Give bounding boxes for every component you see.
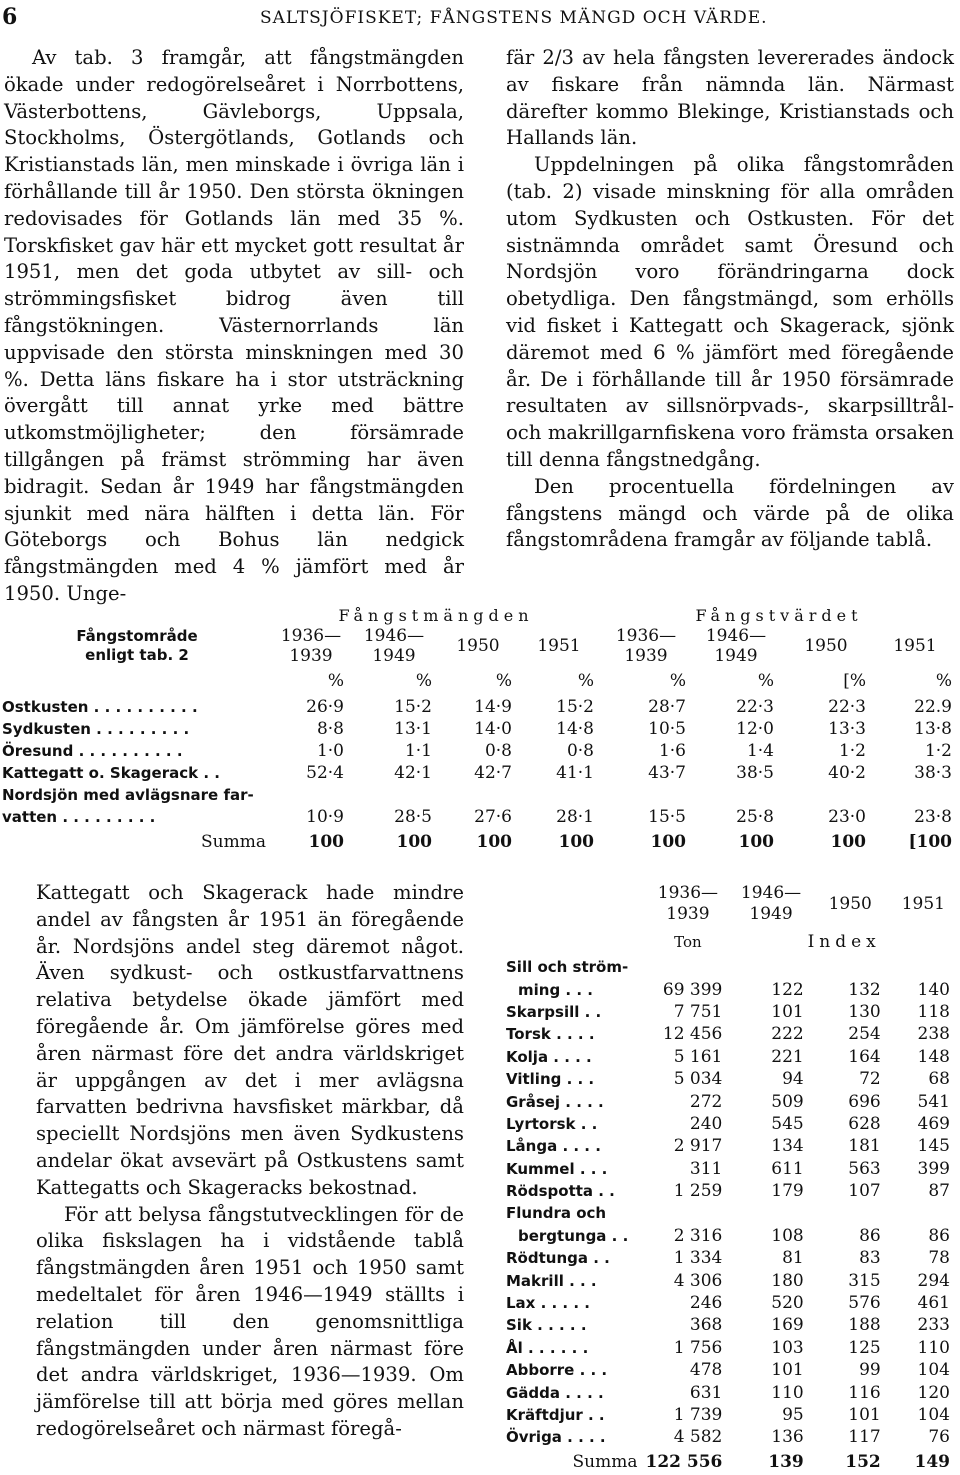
row-label: Ål . . . . . . bbox=[506, 1338, 589, 1357]
table-cell: 563 bbox=[848, 1158, 881, 1179]
period-header: 1936— 1939 bbox=[280, 626, 342, 666]
table-cell: 5 161 bbox=[673, 1046, 723, 1067]
table-cell: 101 bbox=[771, 1360, 804, 1381]
table-row bbox=[506, 1135, 958, 1157]
table-cell: 238 bbox=[917, 1024, 950, 1045]
table-cell: 117 bbox=[848, 1427, 881, 1448]
table-cell: 188 bbox=[848, 1315, 881, 1336]
table-cell: 509 bbox=[771, 1091, 804, 1112]
row-header-label: Fångstområde enligt tab. 2 bbox=[76, 627, 198, 664]
table-cell: 116 bbox=[848, 1382, 881, 1403]
table-cell: 68 bbox=[928, 1069, 950, 1090]
table-cell: 107 bbox=[848, 1181, 881, 1202]
row-label: Kräftdjur . . bbox=[506, 1406, 605, 1424]
table-cell: 461 bbox=[917, 1293, 950, 1314]
table-cell: 221 bbox=[771, 1046, 804, 1067]
table-cell: 520 bbox=[771, 1293, 804, 1314]
table-row bbox=[506, 1337, 958, 1359]
row-label: Lyrtorsk . . bbox=[506, 1114, 598, 1133]
table-cell: 240 bbox=[689, 1113, 723, 1134]
table-cell: 125 bbox=[848, 1337, 881, 1358]
paragraph: fär 2/3 av hela fångsten levererades ändock av fiskare från nämnda län. Närmast därefter kommo Blekinge, Kristianstads och Hallands län. bbox=[506, 46, 954, 150]
table-cell: 246 bbox=[689, 1293, 723, 1314]
table-cell: 4 582 bbox=[673, 1427, 723, 1448]
row-label: Makrill . . . bbox=[506, 1271, 597, 1290]
row-label: Gädda . . . . bbox=[506, 1383, 604, 1402]
table-row bbox=[506, 1292, 958, 1314]
period-header: 1951 bbox=[537, 636, 581, 656]
running-title: SALTSJÖFISKET; FÅNGSTENS MÄNGD OCH VÄRDE. bbox=[260, 8, 768, 28]
table-row bbox=[506, 1180, 958, 1202]
species-index-table bbox=[506, 880, 958, 1475]
table-cell: 101 bbox=[848, 1405, 881, 1425]
row-label: Kolja . . . . bbox=[506, 1047, 592, 1066]
row-label: Rödspotta . . bbox=[506, 1182, 615, 1201]
table-cell: 233 bbox=[917, 1315, 950, 1336]
table-cell: 99 bbox=[859, 1360, 881, 1381]
page-header bbox=[0, 4, 960, 32]
table-cell: 272 bbox=[689, 1091, 723, 1112]
table-cell: 136 bbox=[771, 1427, 804, 1448]
unit-row: Ton Index bbox=[674, 932, 881, 952]
table-row: Sydkusten . . . . . . . . . 8·8 13·1 14·0 14·8 10·5 12·0 13·3 13·8 bbox=[2, 719, 952, 739]
table-row bbox=[506, 1247, 958, 1269]
table-row: Kattegatt o. Skagerack . . 52·4 42·1 42·7 41·1 43·7 38·5 40·2 38·3 bbox=[2, 763, 952, 783]
table-cell: 101 bbox=[771, 1001, 804, 1022]
row-label: Torsk . . . . bbox=[506, 1025, 595, 1044]
table-row bbox=[506, 1158, 958, 1180]
table-cell: 130 bbox=[848, 1001, 881, 1022]
table-cell: 164 bbox=[848, 1046, 881, 1067]
paragraph: Kattegatt och Skagerack hade mindre andel av fångsten år 1951 än föregående år. Nordsjöns andel steg däremot något. Även sydkust- och ostkustfarvattnens relativa betydelse ökade jämfört med föregående år. Om jämförelse göres med åren närmast före det andra världskriget är uppgången av det i mer avlägsna farvatten bedrivna havsfisket märkbar, då speciellt Nordsjöns men även Sydkustens andelar ökat avsevärt på Ostkustens samt Kattegatts och Skageracks bekostnad. bbox=[36, 881, 464, 1199]
table-cell: 104 bbox=[917, 1405, 950, 1425]
table-cell: 1 756 bbox=[673, 1337, 723, 1358]
table-cell: 83 bbox=[859, 1248, 881, 1269]
table-cell: 315 bbox=[848, 1270, 881, 1291]
table-cell: 95 bbox=[782, 1405, 804, 1425]
species-rows-b bbox=[506, 1247, 958, 1449]
period-header: 1936— 1939 bbox=[615, 626, 677, 666]
table-cell: 78 bbox=[928, 1248, 950, 1269]
row-label: Lax . . . . . bbox=[506, 1294, 590, 1313]
table-row bbox=[506, 1359, 958, 1381]
table-row bbox=[506, 1090, 958, 1112]
table-cell: 169 bbox=[771, 1315, 804, 1336]
table-cell: 179 bbox=[771, 1181, 804, 1202]
table-cell: 611 bbox=[771, 1158, 804, 1179]
area-distribution-table bbox=[2, 604, 958, 856]
row-label: Rödtunga . . bbox=[506, 1249, 610, 1268]
table-cell: 541 bbox=[917, 1091, 950, 1112]
species-rows-a bbox=[506, 1001, 958, 1203]
table-cell: 222 bbox=[771, 1024, 804, 1045]
top-right-column bbox=[506, 45, 954, 554]
table-cell: 368 bbox=[689, 1315, 723, 1336]
table-cell: 180 bbox=[771, 1270, 804, 1291]
row-label: Abborre . . . bbox=[506, 1361, 608, 1380]
table-period-header-row bbox=[506, 880, 958, 928]
table-cell: 134 bbox=[771, 1136, 804, 1157]
table-cell: 478 bbox=[689, 1360, 723, 1381]
table-row: bergtunga . . 2 316 108 86 86 bbox=[518, 1225, 950, 1246]
table-cell: 311 bbox=[689, 1158, 723, 1179]
table-cell: 12 456 bbox=[662, 1024, 723, 1045]
table-row bbox=[506, 1314, 958, 1336]
table-cell: 545 bbox=[771, 1113, 804, 1134]
table-cell: 576 bbox=[848, 1293, 881, 1314]
table-cell: 1 739 bbox=[673, 1405, 723, 1425]
table-row: vatten . . . . . . . . . 10·9 28·5 27·6 28·1 15·5 25·8 23·0 23·8 bbox=[2, 807, 952, 827]
table-row bbox=[506, 1269, 958, 1291]
table-cell: 104 bbox=[917, 1360, 950, 1381]
table-row: Flundra och bbox=[506, 1204, 607, 1223]
table-cell: 148 bbox=[917, 1046, 950, 1067]
table-cell: 87 bbox=[928, 1181, 950, 1202]
table-row bbox=[506, 1426, 958, 1448]
table-row bbox=[506, 1381, 958, 1403]
table-cell: 110 bbox=[771, 1382, 804, 1403]
table-row bbox=[506, 1023, 958, 1045]
table-row: Nordsjön med avlägsnare far- bbox=[2, 786, 254, 804]
group-header-varde: Fångstvärdet bbox=[695, 605, 863, 625]
period-header: 1950 bbox=[456, 636, 500, 656]
table-cell: 103 bbox=[771, 1337, 804, 1358]
group-header-mangd: Fångstmängden bbox=[338, 605, 534, 625]
table-row: Sill och ström- bbox=[506, 958, 629, 977]
table-cell: 631 bbox=[689, 1382, 723, 1403]
row-label: Övriga . . . . bbox=[506, 1428, 606, 1447]
row-label: Sik . . . . . bbox=[506, 1316, 587, 1335]
period-header: 1936— 1939 bbox=[657, 883, 719, 924]
table-row bbox=[506, 1046, 958, 1068]
table-cell: 7 751 bbox=[673, 1001, 723, 1022]
unit-row: % % % % % % [% % bbox=[327, 671, 952, 691]
summa-row: Summa 122 556 139 152 149 bbox=[572, 1451, 950, 1472]
table-cell: 1 259 bbox=[673, 1181, 723, 1202]
table-row bbox=[506, 1404, 958, 1426]
table-row bbox=[506, 1001, 958, 1023]
period-header: 1946— 1949 bbox=[705, 626, 767, 666]
table-cell: 118 bbox=[917, 1001, 950, 1022]
row-label: Vitling . . . bbox=[506, 1070, 595, 1089]
summa-row: Summa 100 100 100 100 100 100 100 [100 bbox=[201, 832, 952, 852]
bottom-left-column bbox=[36, 880, 464, 1443]
table-cell: 94 bbox=[782, 1069, 804, 1090]
table-cell: 1 334 bbox=[673, 1248, 723, 1269]
table-cell: 628 bbox=[848, 1113, 881, 1134]
table-cell: 72 bbox=[859, 1069, 881, 1090]
table-cell: 2 917 bbox=[673, 1136, 723, 1157]
table-cell: 76 bbox=[928, 1427, 950, 1448]
row-label: Skarpsill . . bbox=[506, 1002, 602, 1021]
paragraph: För att belysa fångstutvecklingen för de olika fiskslagen ha i vidstående tablå fångstmängden åren 1951 och 1950 samt medeltalet för åren 1946—1949 ställts i relation till den genomsnittliga fångstmängden under åren närmast före det andra världskriget, 1936—1939. Om jämförelse till att börja med göres mellan redogörelseåret och närmast föregå- bbox=[36, 1202, 464, 1440]
period-header: 1946— 1949 bbox=[740, 883, 802, 924]
table-cell: 469 bbox=[917, 1113, 950, 1134]
table-cell: 120 bbox=[917, 1382, 950, 1403]
page-number: 6 bbox=[2, 4, 18, 30]
table-row: Öresund . . . . . . . . . . 1·0 1·1 0·8 0·8 1·6 1·4 1·2 1·2 bbox=[2, 741, 952, 761]
period-header: 1950 bbox=[828, 894, 872, 914]
row-label: Långa . . . . bbox=[506, 1137, 601, 1156]
paragraph: Av tab. 3 framgår, att fångstmängden ökade under redogörelseåret i Norrbottens, Västerbottens, Gävleborgs, Uppsala, Stockholms, Östergötlands, Gotlands och Kristianstads län, men minskade i övriga län i förhållande till år 1950. Den största ökningen redovisades för Gotlands län med 35 %. Torskfisket gav här ett mycket gott resultat år 1951, men det goda utbytet av sill- och strömmingsfisket bidrog även till fångstökningen. Västernorrlands län uppvisade den största minskningen med 30 %. Detta läns fiskare ha i stor utsträckning övergått till annat yrke med bättre utkomstmöjligheter; den försämrade tillgången på främst strömming har även bidragit. Sedan år 1949 har fångstmängden sjunkit med nära hälften i detta län. För Göteborgs och Bohus län nedgick fångstmängden med 4 % jämfört med år 1950. Unge- bbox=[4, 46, 464, 605]
table-row: ming . . . 69 399 122 132 140 bbox=[518, 979, 950, 1000]
table-cell: 254 bbox=[848, 1024, 881, 1045]
table-cell: 145 bbox=[917, 1136, 950, 1157]
table-row: Ostkusten . . . . . . . . . . 26·9 15·2 14·9 15·2 28·7 22·3 22·3 22.9 bbox=[2, 697, 952, 717]
table-group-header-row bbox=[2, 604, 958, 626]
period-header: 1946— 1949 bbox=[363, 626, 425, 666]
table-cell: 696 bbox=[848, 1091, 881, 1112]
row-label: Kummel . . . bbox=[506, 1159, 608, 1178]
period-header: 1950 bbox=[804, 636, 848, 656]
top-left-column bbox=[4, 45, 464, 608]
table-cell: 399 bbox=[917, 1158, 950, 1179]
table-cell: 5 034 bbox=[673, 1069, 723, 1090]
period-header: 1951 bbox=[901, 894, 945, 914]
table-cell: 4 306 bbox=[673, 1270, 723, 1291]
paragraph: Uppdelningen på olika fångstområden (tab. 2) visade minskning för alla områden utom Sydkusten och Ostkusten. För det sistnämnda området samt Öresund och Nordsjön voro förändringarna dock obetydliga. Den fångstmängd, som erhölls vid fisket i Kattegatt och Skagerack, sjönk däremot med 6 % jämfört med föregående år. De i förhållande till år 1950 försämrade resultaten av sillsnörpvads-, skarpsilltrål- och makrillgarnfiskena voro främsta orsaken till denna fångstnedgång. bbox=[506, 153, 954, 471]
row-label: Gråsej . . . . bbox=[506, 1092, 604, 1111]
table-period-header-row bbox=[2, 626, 958, 666]
table-cell: 181 bbox=[848, 1136, 881, 1157]
table-cell: 110 bbox=[917, 1337, 950, 1358]
table-cell: 81 bbox=[782, 1248, 804, 1269]
paragraph: Den procentuella fördelningen av fångstens mängd och värde på de olika fångstområdena framgår av följande tablå. bbox=[506, 474, 954, 552]
table-row bbox=[506, 1113, 958, 1135]
table-cell: 294 bbox=[917, 1270, 950, 1291]
table-row bbox=[506, 1068, 958, 1090]
period-header: 1951 bbox=[893, 636, 937, 656]
